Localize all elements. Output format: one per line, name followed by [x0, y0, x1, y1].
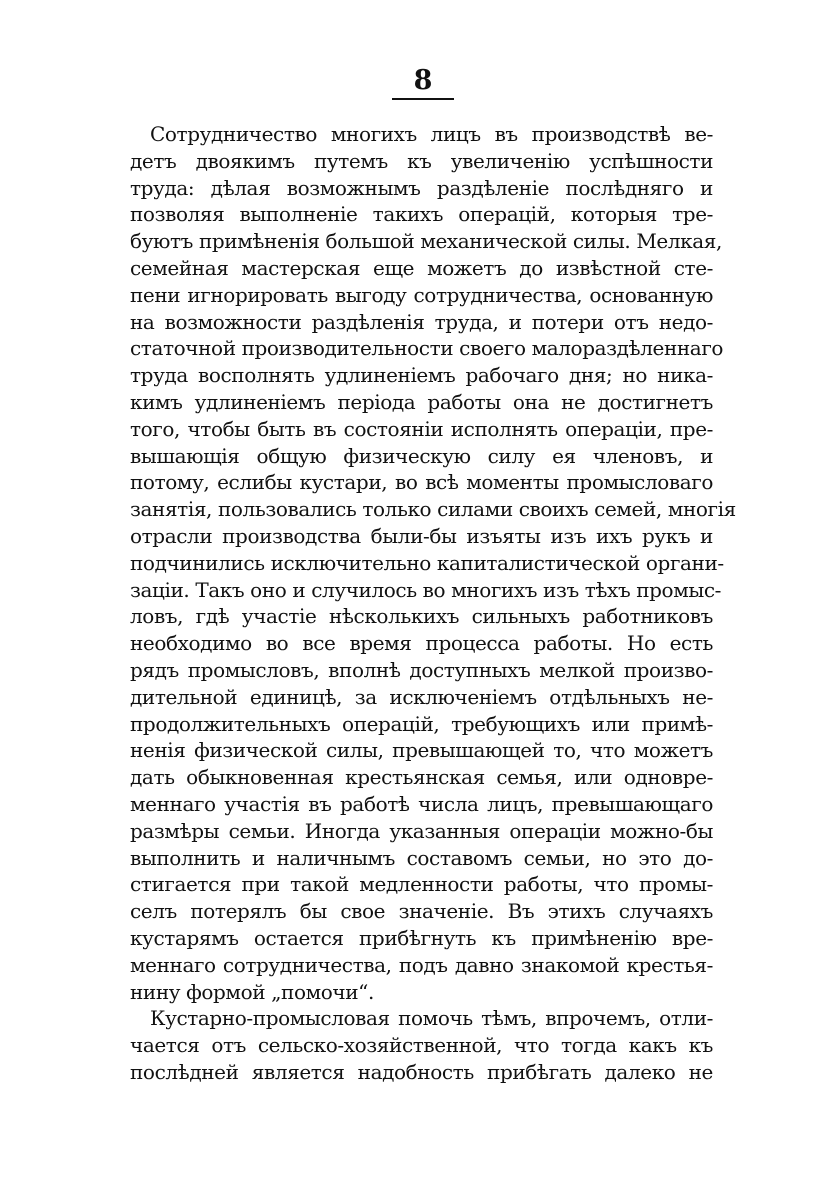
text-line: подчинились исключительно капиталистической органи- [130, 550, 724, 575]
text-line: статочной производительности своего малораздѣленнаго [130, 336, 724, 361]
text-line: чается отъ сельско-хозяйственной, что тогда какъ къ [130, 1033, 713, 1058]
text-line: вышающія общую физическую силу ея членовъ, и [130, 443, 713, 468]
text-line: труда восполнять удлиненіемъ рабочаго дня; но ника- [130, 363, 713, 388]
text-line: кустарямъ остается прибѣгнуть къ примѣненію вре- [130, 925, 713, 950]
text-line: Кустарно-промысловая помочь тѣмъ, впрочемъ, отли- [150, 1006, 713, 1031]
text-line: заціи. Такъ оно и случилось во многихъ изъ тѣхъ промыс- [130, 577, 722, 602]
text-line: дительной единицѣ, за исключеніемъ отдѣльныхъ не- [130, 684, 713, 709]
text-line: кимъ удлиненіемъ періода работы она не достигнетъ [130, 389, 713, 414]
paragraph-1 [130, 121, 736, 1005]
text-line: дать обыкновенная крестьянская семья, или одновре- [130, 765, 713, 790]
text-line: детъ двоякимъ путемъ къ увеличенію успѣшности [130, 148, 713, 173]
text-line: послѣдней является надобность прибѣгать далеко не [130, 1059, 713, 1084]
text-line: отрасли производства были-бы изъяты изъ ихъ рукъ и [130, 523, 713, 548]
text-line: ненія физической силы, превышающей то, что можетъ [130, 738, 713, 763]
text-line: меннаго сотрудничества, подъ давно знакомой крестья- [130, 952, 713, 977]
page-number: 8 [413, 65, 433, 96]
text-line: нину формой „помочи“. [130, 979, 374, 1004]
body-text [130, 121, 736, 1086]
text-line: пени игнорировать выгоду сотрудничества, основанную [130, 282, 713, 307]
text-line: на возможности раздѣленія труда, и потери отъ недо- [130, 309, 713, 334]
text-line: ловъ, гдѣ участіе нѣсколькихъ сильныхъ работниковъ [130, 604, 713, 629]
text-line: потому, еслибы кустари, во всѣ моменты промысловаго [130, 470, 713, 495]
text-line: стигается при такой медленности работы, что промы- [130, 872, 713, 897]
text-line: необходимо во все время процесса работы. Но есть [130, 631, 713, 656]
text-line: размѣры семьи. Иногда указанныя операціи можно-бы [130, 818, 713, 843]
text-line: буютъ примѣненія большой механической силы. Мелкая, [130, 229, 722, 254]
text-line: позволяя выполненіе такихъ операцій, которыя тре- [130, 202, 713, 227]
text-line: селъ потерялъ бы свое значеніе. Въ этихъ случаяхъ [130, 899, 713, 924]
text-line: труда: дѣлая возможнымъ раздѣленіе послѣдняго и [130, 175, 713, 200]
text-line: выполнить и наличнымъ составомъ семьи, но это до- [130, 845, 713, 870]
text-line: продолжительныхъ операцій, требующихъ или примѣ- [130, 711, 713, 736]
paragraph-2 [130, 1005, 713, 1085]
text-line: меннаго участія въ работѣ числа лицъ, превышающаго [130, 791, 713, 816]
text-line: рядъ промысловъ, вполнѣ доступныхъ мелкой произво- [130, 657, 713, 682]
text-line: Сотрудничество многихъ лицъ въ производствѣ ве- [150, 122, 713, 146]
text-line: занятія, пользовались только силами своихъ семей, многія [130, 497, 736, 522]
text-line: семейная мастерская еще можетъ до извѣстной сте- [130, 255, 713, 280]
text-line: того, чтобы быть въ состояніи исполнять операціи, пре- [130, 416, 713, 441]
page-number-rule [392, 98, 454, 100]
